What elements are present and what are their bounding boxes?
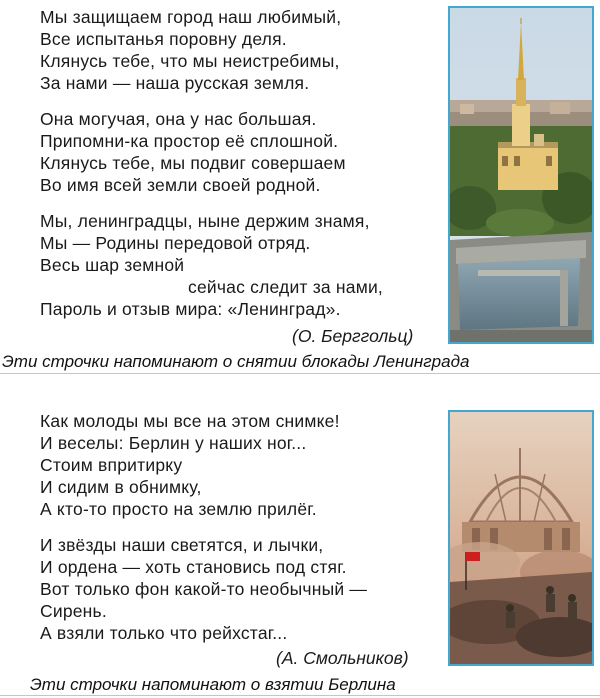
poem-line: И сидим в обнимку, xyxy=(40,477,202,497)
caption-underline xyxy=(0,373,600,374)
peter-paul-fortress-photo xyxy=(448,6,594,344)
poem-line: И веселы: Берлин у наших ног... xyxy=(40,433,307,453)
poem-line: И ордена — хоть становись под стяг. xyxy=(40,557,347,577)
poem-berggolts xyxy=(40,6,383,320)
poem-line: Мы, ленинградцы, ныне держим знамя, xyxy=(40,211,370,231)
reichstag-painting xyxy=(448,410,594,666)
stanza-gap xyxy=(40,196,383,210)
caption-underline xyxy=(0,695,600,696)
poem-line: Мы — Родины передовой отряд. xyxy=(40,233,311,253)
poem-line: Все испытанья поровну деля. xyxy=(40,29,287,49)
stanza-gap xyxy=(40,520,367,534)
poem-line: Стоим впритирку xyxy=(40,455,183,475)
poem-line: Припомни-ка простор её сплошной. xyxy=(40,131,339,151)
poem-line: Клянусь тебе, что мы неистребимы, xyxy=(40,51,340,71)
poem-line: Пароль и отзыв мира: «Ленинград». xyxy=(40,299,341,319)
poem-author: (А. Смольников) xyxy=(276,648,409,668)
poem-line: Сирень. xyxy=(40,601,107,621)
poem-line: сейчас следит за нами, xyxy=(188,277,383,297)
caption-berlin: Эти строчки напоминают о взятии Берлина xyxy=(30,675,396,694)
poem-author: (О. Берггольц) xyxy=(292,326,414,346)
poem-line: Весь шар земной xyxy=(40,255,185,275)
poem-line: Как молоды мы все на этом снимке! xyxy=(40,411,340,431)
poem-line: За нами — наша русская земля. xyxy=(40,73,310,93)
poem-line: Она могучая, она у нас большая. xyxy=(40,109,317,129)
poem-line: Вот только фон какой-то необычный — xyxy=(40,579,368,599)
poem-line: Клянусь тебе, мы подвиг совершаем xyxy=(40,153,346,173)
poem-line: Мы защищаем город наш любимый, xyxy=(40,7,342,27)
stanza-gap xyxy=(40,94,383,108)
poem-line: А взяли только что рейхстаг... xyxy=(40,623,288,643)
poem-line: Во имя всей земли своей родной. xyxy=(40,175,321,195)
poem-line: А кто-то просто на землю прилёг. xyxy=(40,499,317,519)
poem-smolnikov xyxy=(40,410,367,644)
poem-line: И звёзды наши светятся, и лычки, xyxy=(40,535,324,555)
caption-leningrad: Эти строчки напоминают о снятии блокады Ленинграда xyxy=(2,352,470,371)
